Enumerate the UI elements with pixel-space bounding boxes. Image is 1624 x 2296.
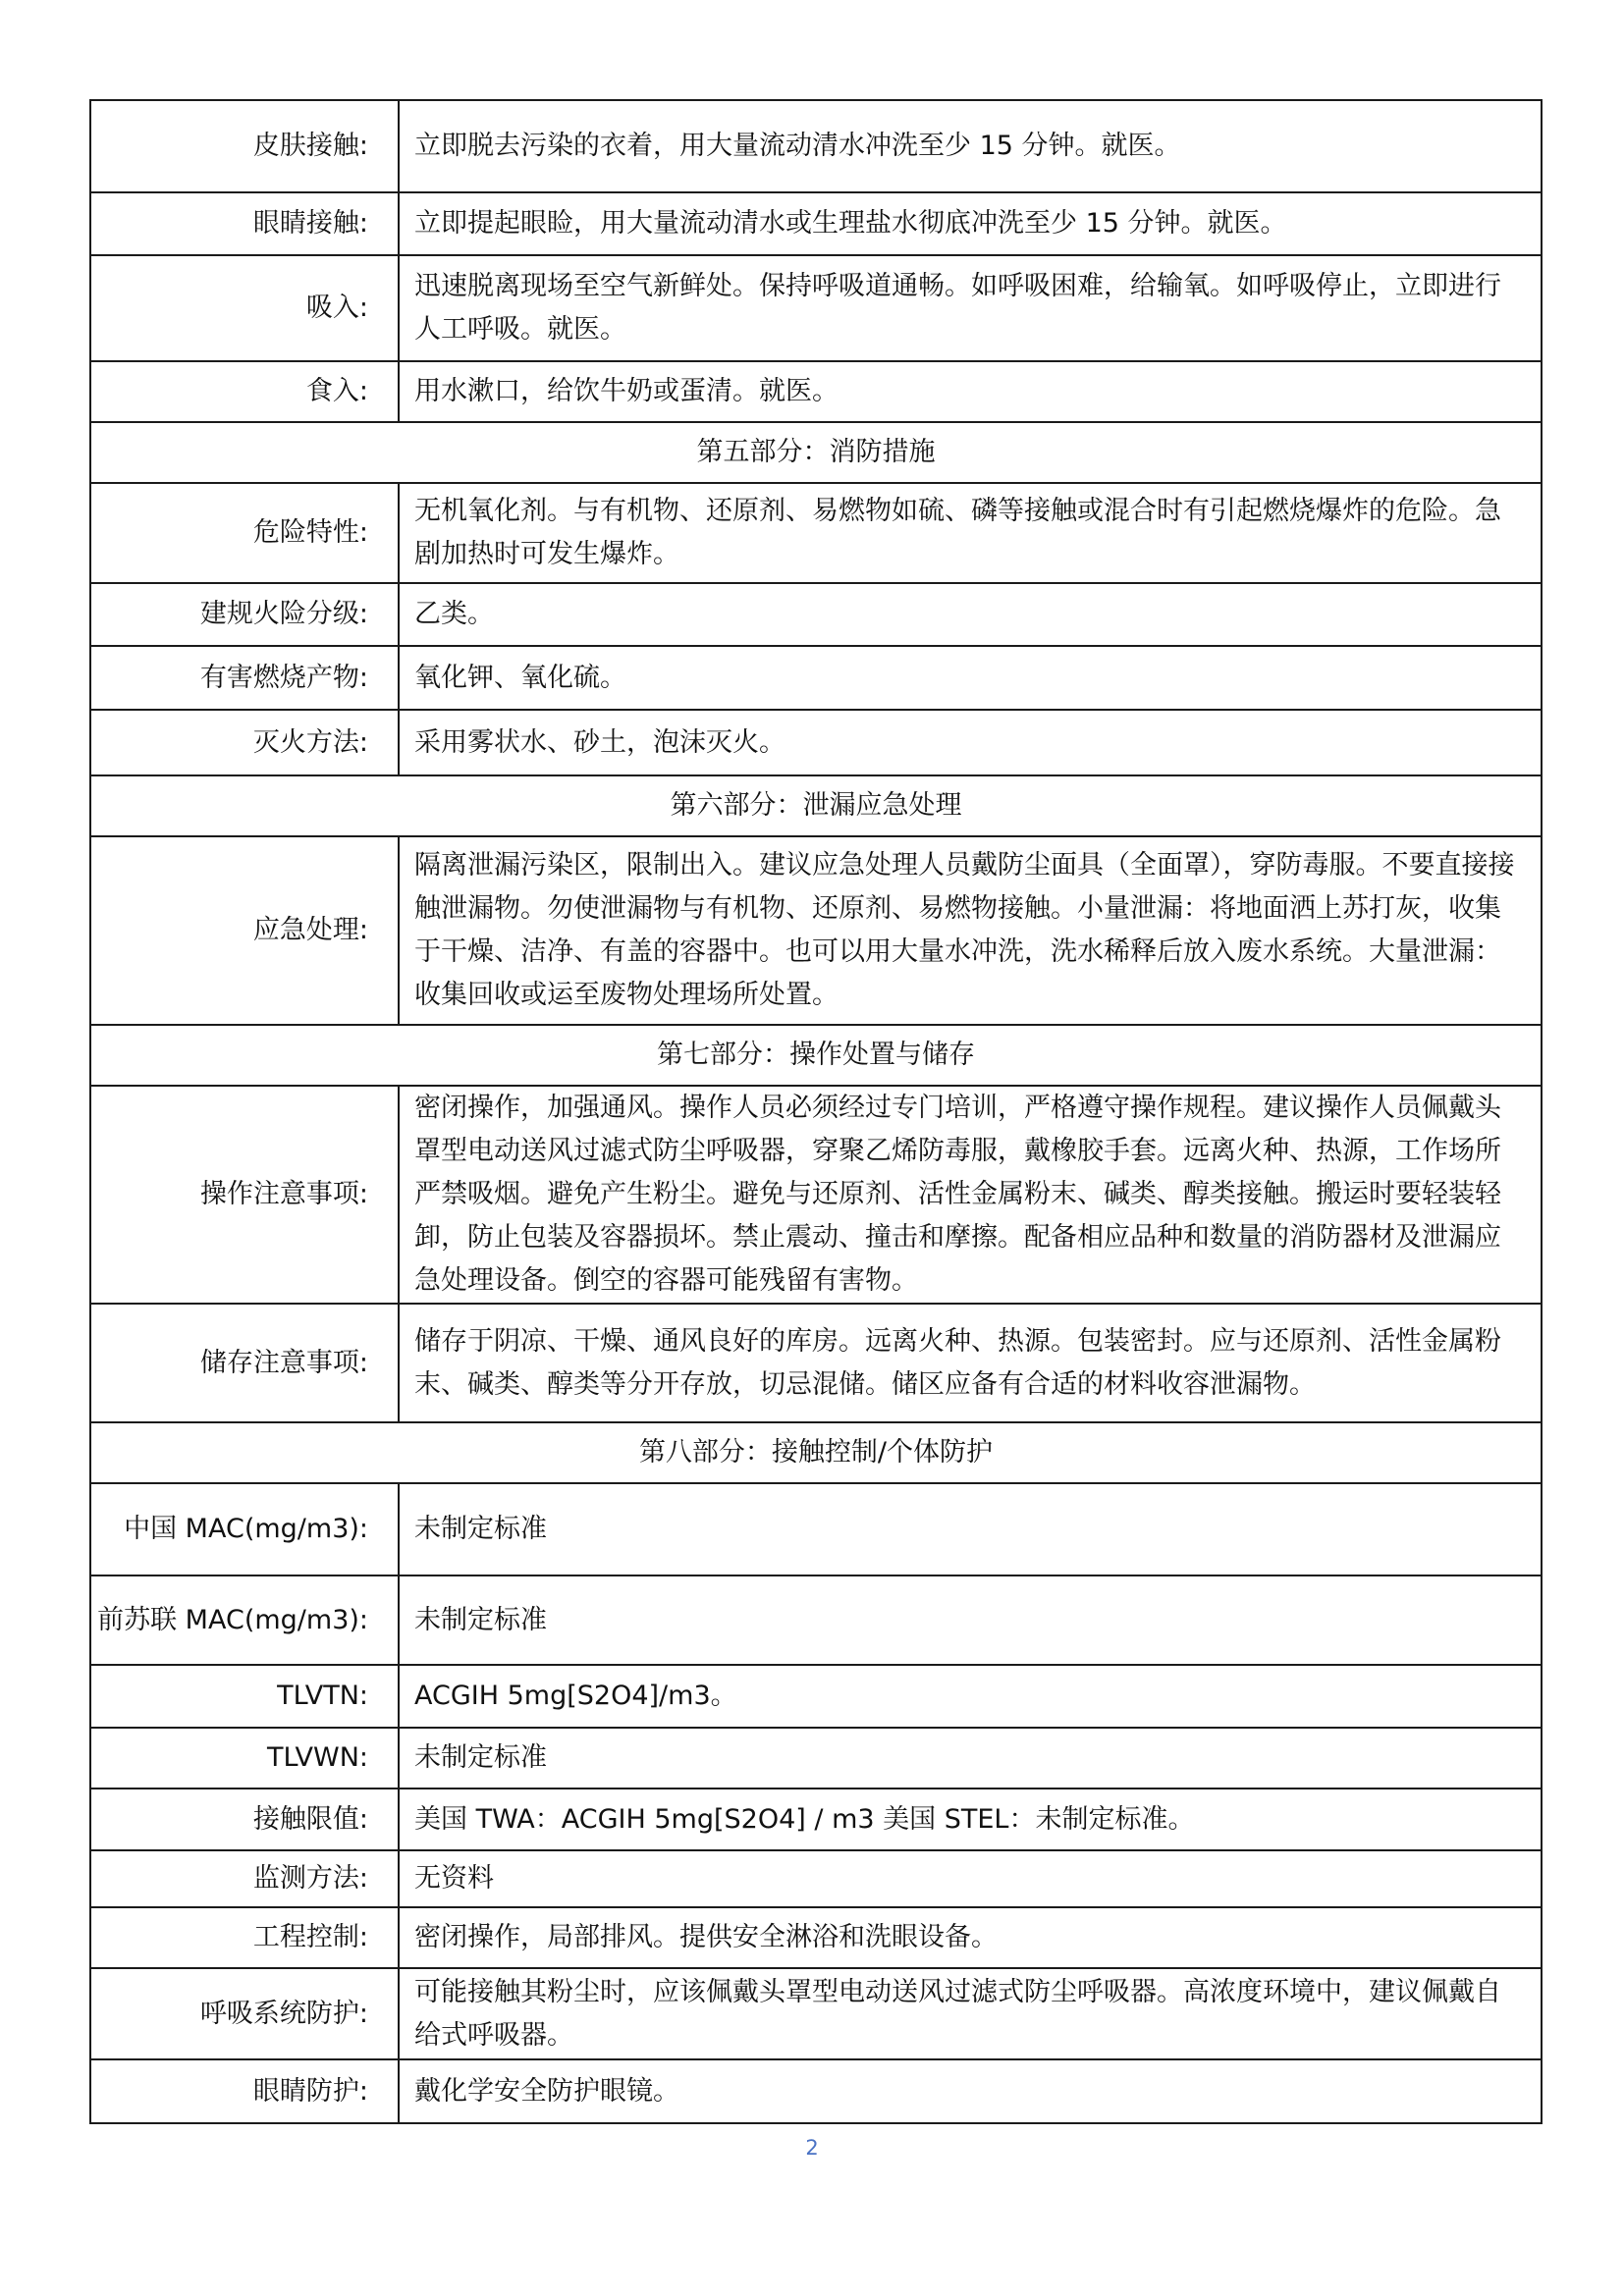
field-value-cell <box>399 646 1542 710</box>
field-value: 未制定标准 <box>414 1604 547 1635</box>
field-value-cell <box>399 361 1542 422</box>
field-label: 前苏联 MAC(mg/m3): <box>97 1604 368 1635</box>
field-row <box>90 583 1542 646</box>
field-row <box>90 1789 1542 1850</box>
page-number: 2 <box>805 2136 819 2160</box>
field-value: 乙类。 <box>414 599 494 629</box>
msds-table-body <box>90 100 1542 2123</box>
field-label-cell <box>90 1665 399 1728</box>
field-label: 储存注意事项: <box>199 1347 368 1378</box>
field-row <box>90 1907 1542 1968</box>
field-label-cell <box>90 192 399 255</box>
field-row <box>90 192 1542 255</box>
field-value-cell <box>399 2059 1542 2123</box>
field-label: 有害燃烧产物: <box>199 662 368 693</box>
field-label: 灭火方法: <box>252 726 368 758</box>
field-label-cell <box>90 1086 399 1304</box>
field-label: 眼睛防护: <box>252 2075 368 2107</box>
field-value-cell <box>399 1968 1542 2059</box>
field-row <box>90 1665 1542 1728</box>
field-value: 未制定标准 <box>414 1514 547 1544</box>
field-row <box>90 1968 1542 2059</box>
field-value-cell <box>399 100 1542 192</box>
field-row <box>90 100 1542 192</box>
field-label-cell <box>90 2059 399 2123</box>
field-value-cell <box>399 1304 1542 1422</box>
field-value: 氧化钾、氧化硫。 <box>414 662 626 693</box>
field-label-cell <box>90 1907 399 1968</box>
section-title-cell <box>90 1422 1542 1483</box>
field-label-cell <box>90 1968 399 2059</box>
field-row <box>90 836 1542 1025</box>
field-row <box>90 1086 1542 1304</box>
field-label-cell <box>90 100 399 192</box>
field-value: 立即脱去污染的衣着，用大量流动清水冲洗至少 15 分钟。就医。 <box>414 131 1181 161</box>
field-value: 立即提起眼睑，用大量流动清水或生理盐水彻底冲洗至少 15 分钟。就医。 <box>414 208 1287 239</box>
field-label-cell <box>90 1304 399 1422</box>
field-value: 密闭操作，局部排风。提供安全淋浴和洗眼设备。 <box>414 1922 998 1952</box>
section-title-cell <box>90 775 1542 836</box>
field-label: 中国 MAC(mg/m3): <box>124 1514 368 1544</box>
field-value: 用水漱口，给饮牛奶或蛋清。就医。 <box>414 376 839 406</box>
field-label: TLVWN: <box>266 1742 368 1773</box>
field-label: 呼吸系统防护: <box>199 1998 368 2029</box>
field-row <box>90 1575 1542 1665</box>
field-value-cell <box>399 1789 1542 1850</box>
field-row <box>90 2059 1542 2123</box>
section-title: 第六部分：泄漏应急处理 <box>670 790 962 821</box>
field-label-cell <box>90 1728 399 1789</box>
field-value-cell <box>399 1575 1542 1665</box>
field-value-cell <box>399 1728 1542 1789</box>
field-label: 监测方法: <box>252 1863 368 1894</box>
field-label-cell <box>90 710 399 775</box>
field-row <box>90 255 1542 361</box>
field-value: 密闭操作，加强通风。操作人员必须经过专门培训，严格遵守操作规程。建议操作人员佩戴头罩型电动送风过滤式防尘呼吸器，穿聚乙烯防毒服，戴橡胶手套。远离火种、热源，工作场所严禁吸烟。避免产生粉尘。避免与还原剂、活性金属粉末、碱类、醇类接触。搬运时要轻装轻卸，防止包装及容器损坏。禁止震动、撞击和摩擦。配备相应品种和数量的消防器材及泄漏应急处理设备。倒空的容器可能残留有害物。 <box>414 1093 1501 1296</box>
field-value: 美国 TWA：ACGIH 5mg[S2O4] / m3 美国 STEL：未制定标准。 <box>414 1803 1195 1835</box>
field-value-cell <box>399 483 1542 583</box>
field-value-cell <box>399 1850 1542 1907</box>
field-label: 接触限值: <box>252 1803 368 1835</box>
field-label-cell <box>90 583 399 646</box>
field-row <box>90 483 1542 583</box>
section-title-cell <box>90 1025 1542 1086</box>
field-value: 隔离泄漏污染区，限制出入。建议应急处理人员戴防尘面具（全面罩），穿防毒服。不要直接接触泄漏物。勿使泄漏物与有机物、还原剂、易燃物接触。小量泄漏：将地面洒上苏打灰，收集于干燥、洁净、有盖的容器中。也可以用大量水冲洗，洗水稀释后放入废水系统。大量泄漏：收集回收或运至废物处理场所处置。 <box>414 850 1515 1010</box>
field-label-cell <box>90 1850 399 1907</box>
section-header-row <box>90 775 1542 836</box>
field-label: 应急处理: <box>252 915 368 945</box>
field-value: 无机氧化剂。与有机物、还原剂、易燃物如硫、磷等接触或混合时有引起燃烧爆炸的危险。急剧加热时可发生爆炸。 <box>414 496 1501 569</box>
field-value: 无资料 <box>414 1863 494 1894</box>
field-label: 皮肤接触: <box>252 131 368 161</box>
field-label: 工程控制: <box>252 1922 368 1952</box>
field-label: 危险特性: <box>252 517 368 548</box>
field-value-cell <box>399 255 1542 361</box>
field-label: 建规火险分级: <box>199 599 368 629</box>
field-value-cell <box>399 1086 1542 1304</box>
field-value: 戴化学安全防护眼镜。 <box>414 2075 679 2107</box>
field-label: 操作注意事项: <box>199 1179 368 1209</box>
field-label-cell <box>90 483 399 583</box>
section-title: 第八部分：接触控制/个体防护 <box>638 1437 994 1468</box>
field-value: 迅速脱离现场至空气新鲜处。保持呼吸道通畅。如呼吸困难，给输氧。如呼吸停止，立即进行人工呼吸。就医。 <box>414 271 1501 345</box>
field-label: 眼睛接触: <box>252 208 368 239</box>
field-row <box>90 361 1542 422</box>
section-header-row <box>90 422 1542 483</box>
field-value: 储存于阴凉、干燥、通风良好的库房。远离火种、热源。包装密封。应与还原剂、活性金属粉末、碱类、醇类等分开存放，切忌混储。储区应备有合适的材料收容泄漏物。 <box>414 1325 1501 1400</box>
field-value-cell <box>399 583 1542 646</box>
field-row <box>90 1728 1542 1789</box>
field-row <box>90 1304 1542 1422</box>
field-value-cell <box>399 192 1542 255</box>
field-label: 食入: <box>305 376 368 406</box>
field-value-cell <box>399 710 1542 775</box>
field-label-cell <box>90 1575 399 1665</box>
field-label-cell <box>90 255 399 361</box>
field-row <box>90 646 1542 710</box>
field-value: 可能接触其粉尘时，应该佩戴头罩型电动送风过滤式防尘呼吸器。高浓度环境中，建议佩戴自给式呼吸器。 <box>414 1976 1501 2051</box>
field-value: 未制定标准 <box>414 1742 547 1773</box>
field-row <box>90 1850 1542 1907</box>
field-row <box>90 710 1542 775</box>
field-value-cell <box>399 1665 1542 1728</box>
msds-table <box>89 99 1543 2124</box>
field-label-cell <box>90 1483 399 1575</box>
field-value: ACGIH 5mg[S2O4]/m3。 <box>414 1681 737 1711</box>
field-value-cell <box>399 1907 1542 1968</box>
section-title: 第七部分：操作处置与储存 <box>657 1040 975 1070</box>
field-value-cell <box>399 836 1542 1025</box>
field-label-cell <box>90 836 399 1025</box>
field-value-cell <box>399 1483 1542 1575</box>
field-label: TLVTN: <box>277 1681 368 1711</box>
field-value: 采用雾状水、砂土，泡沫灭火。 <box>414 726 785 758</box>
section-title: 第五部分：消防措施 <box>696 437 936 467</box>
field-label-cell <box>90 646 399 710</box>
section-title-cell <box>90 422 1542 483</box>
section-header-row <box>90 1025 1542 1086</box>
field-label: 吸入: <box>305 293 368 323</box>
field-label-cell <box>90 1789 399 1850</box>
field-row <box>90 1483 1542 1575</box>
field-label-cell <box>90 361 399 422</box>
section-header-row <box>90 1422 1542 1483</box>
